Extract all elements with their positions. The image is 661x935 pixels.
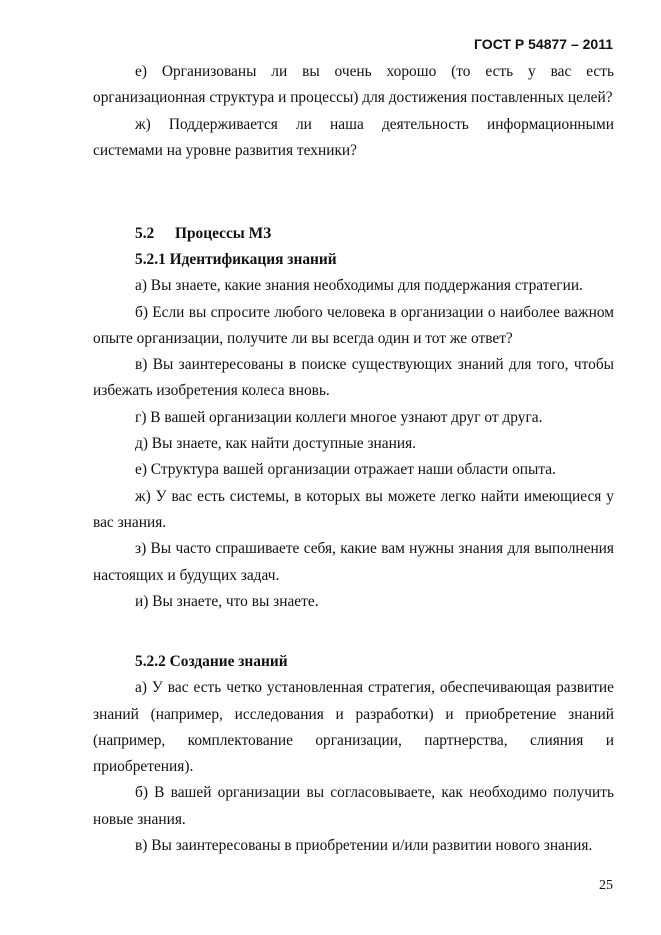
list-item: в) Вы заинтересованы в приобретении и/или развитии нового знания. — [135, 837, 593, 855]
intro-block — [93, 59, 614, 164]
subsection-number: 5.2.1 — [135, 251, 166, 268]
section-5-2-heading — [93, 221, 614, 247]
subsection-heading — [93, 649, 614, 675]
list-item: а) Вы знаете, какие знания необходимы для поддержания стратегии. — [135, 277, 583, 295]
list-item: ж) Поддерживается ли наша деятельность информационными системами на уровне развития техники? — [93, 115, 614, 159]
list-item: в) Вы заинтересованы в поиске существующих знаний для того, чтобы избежать изобретения колеса вновь. — [93, 356, 614, 400]
subsection-title: Идентификация знаний — [169, 251, 337, 268]
list-item: б) Если вы спросите любого человека в организации о наиболее важном опыте организации, получите ли вы всегда один и тот же ответ? — [93, 303, 614, 347]
list-item: е) Структура вашей организации отражает наши области опыта. — [135, 461, 556, 479]
list-item: д) Вы знаете, как найти доступные знания. — [135, 435, 416, 453]
list-item: г) В вашей организации коллеги многое узнают друг от друга. — [135, 408, 543, 426]
subsection-number: 5.2.2 — [135, 653, 166, 670]
list-item: е) Организованы ли вы очень хорошо (то есть у вас есть организационная структура и процессы) для достижения поставленных целей? — [93, 63, 614, 107]
subsection-title: Создание знаний — [169, 653, 288, 670]
list-item: ж) У вас есть системы, в которых вы можете легко найти имеющиеся у вас знания. — [93, 487, 614, 531]
standard-header: ГОСТ Р 54877 – 2011 — [474, 36, 613, 52]
list-item: и) Вы знаете, что вы знаете. — [135, 592, 319, 610]
list-item: з) Вы часто спрашиваете себя, какие вам нужны знания для выполнения настоящих и будущих задач. — [93, 540, 614, 584]
list-item: б) В вашей организации вы согласовываете, как необходимо получить новые знания. — [93, 784, 614, 828]
section-5-2-1 — [93, 247, 614, 615]
section-5-2-2 — [93, 649, 614, 859]
section-number: 5.2 — [135, 225, 155, 242]
subsection-heading — [93, 247, 614, 273]
page-number: 25 — [599, 878, 613, 893]
list-item: а) У вас есть четко установленная стратегия, обеспечивающая развитие знаний (например, исследования и разработки) и приобретение знаний (например, комплектование организации, партнерства, слияния и приобретения). — [93, 679, 614, 776]
section-title: Процессы МЗ — [175, 225, 272, 242]
